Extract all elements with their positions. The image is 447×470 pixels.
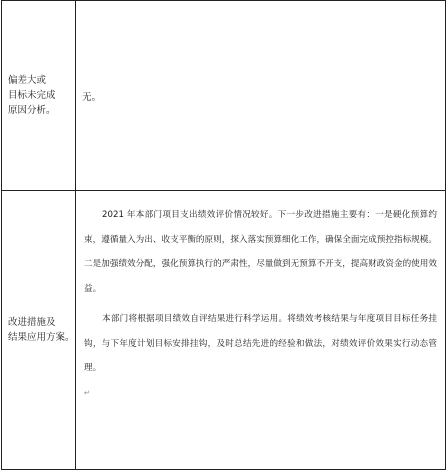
trailing-paragraph-mark — [84, 381, 437, 406]
content-cell-improvement — [76, 191, 446, 470]
label-cell-improvement — [2, 191, 76, 470]
content-text: 无。 — [82, 91, 102, 103]
paragraph-mark-icon: ↵ — [84, 388, 90, 397]
paragraph-result-application: 本部门将根据项目绩效自评结果进行科学运用。将绩效考核结果与年度项目目标任务挂钩，与下年度计划目标安排挂钩，及时总结先进的经验和做法，对绩效评价效果实行动态管理。 — [84, 314, 437, 373]
table-row-improvement — [2, 191, 446, 470]
label-line: 目标未完成 — [8, 90, 56, 101]
paragraph-improvement-measures: 2021 年本部门项目支出绩效评价情况较好。下一步改进措施主要有：一是硬化预算约束，遵循量入为出、收支平衡的原则，探入落实预算细化工作，确保全面完成预控指标规模。二是加强绩效分配，强化预算执行的严肃性，尽量做到无预算不开支，提高财政资金的使用效益。 — [84, 210, 437, 294]
label-line: 原因分析。 — [8, 105, 56, 116]
label-line: 结果应用方案。 — [8, 332, 75, 343]
label-line: 偏差大或 — [8, 75, 47, 86]
label-line: 改进措施及 — [8, 317, 56, 328]
evaluation-table — [1, 0, 446, 470]
label-cell-deviation — [2, 1, 76, 191]
table-row-deviation — [2, 1, 446, 191]
content-cell-deviation — [76, 1, 446, 191]
